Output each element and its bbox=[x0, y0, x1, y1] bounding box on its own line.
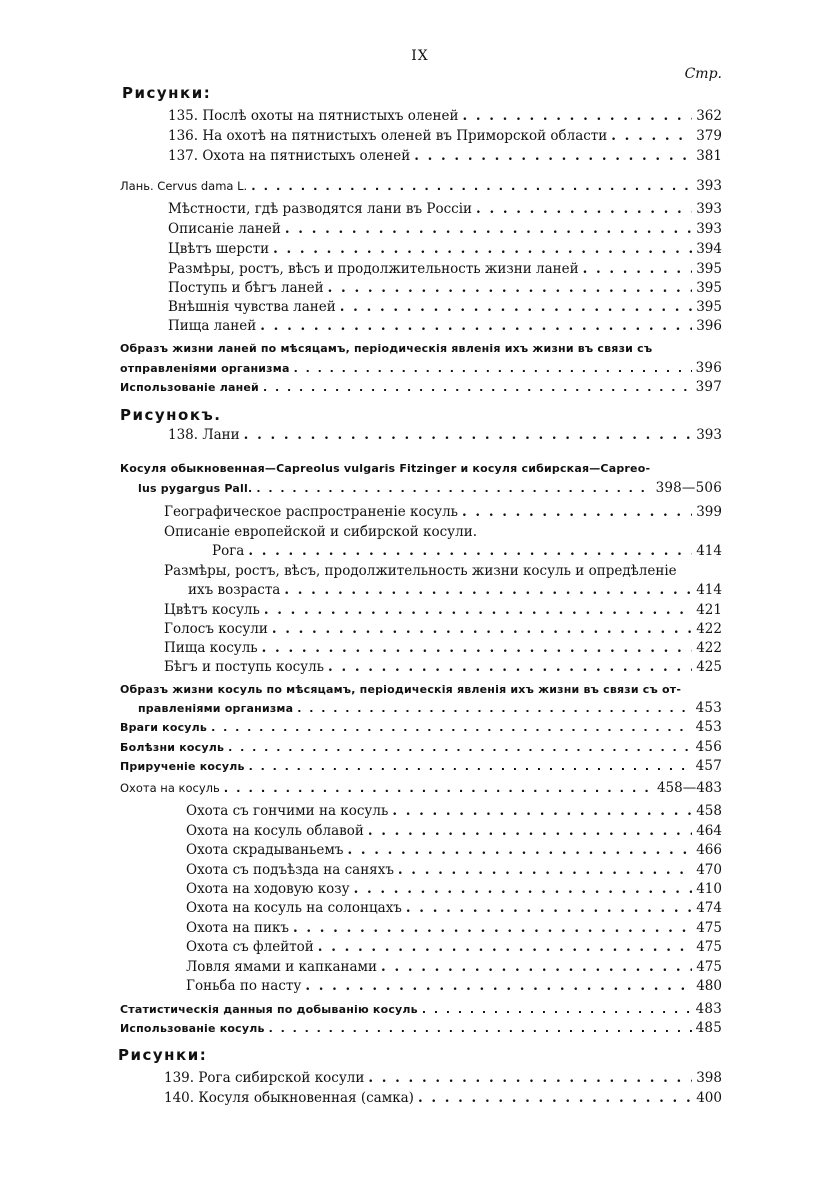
entry-title: Охота съ флейтой bbox=[186, 939, 314, 955]
entry-title: 140. Косуля обыкновенная (самка) bbox=[164, 1090, 414, 1106]
dot-leader bbox=[264, 600, 692, 620]
toc-section bbox=[120, 737, 722, 757]
dot-leader bbox=[263, 378, 692, 398]
toc-section-line: Косуля обыкновенная—Capreolus vulgaris Fitzinger и косуля сибирская—Capreo- bbox=[120, 462, 651, 475]
entry-title: правленіями организма bbox=[138, 702, 294, 715]
dot-leader bbox=[269, 1019, 692, 1039]
entry-title: Использованіе ланей bbox=[120, 381, 259, 394]
entry-title: Поступь и бѣгъ ланей bbox=[168, 280, 324, 296]
dot-leader bbox=[611, 126, 692, 146]
toc-section bbox=[120, 176, 722, 196]
toc-entry bbox=[186, 918, 722, 938]
dot-leader bbox=[228, 738, 691, 758]
dot-leader bbox=[418, 1088, 692, 1108]
toc-entry bbox=[186, 840, 722, 860]
toc-section bbox=[138, 698, 722, 718]
entry-page: 395 bbox=[696, 299, 722, 315]
entry-page: 458 bbox=[696, 803, 722, 819]
toc-entry bbox=[168, 239, 722, 259]
entry-page: 395 bbox=[696, 280, 722, 296]
entry-title: Рога bbox=[212, 543, 245, 559]
entry-title: Описаніе ланей bbox=[168, 221, 281, 237]
entry-title: 137. Охота на пятнистыхъ оленей bbox=[168, 148, 411, 164]
entry-page: 475 bbox=[696, 939, 722, 955]
dot-leader bbox=[260, 316, 692, 336]
toc-section bbox=[120, 999, 722, 1019]
entry-title: Статистическія данныя по добыванію косуль bbox=[120, 1003, 418, 1016]
dot-leader bbox=[422, 1000, 692, 1020]
dot-leader bbox=[211, 718, 692, 738]
toc-section bbox=[120, 778, 722, 798]
dot-leader bbox=[305, 976, 692, 996]
dot-leader bbox=[294, 359, 692, 379]
dot-leader bbox=[392, 801, 692, 821]
dot-leader bbox=[368, 821, 692, 841]
entry-page: 474 bbox=[696, 900, 722, 916]
entry-page: 422 bbox=[696, 621, 722, 637]
toc-entry bbox=[186, 976, 722, 996]
dot-leader bbox=[273, 239, 692, 259]
entry-page: 453 bbox=[695, 719, 722, 735]
entry-title: lus pygargus Pall. bbox=[138, 482, 253, 495]
toc-section bbox=[120, 358, 722, 378]
dot-leader bbox=[462, 502, 692, 522]
toc-section bbox=[120, 1018, 722, 1038]
dot-leader bbox=[224, 778, 653, 798]
entry-page: 393 bbox=[696, 201, 722, 217]
entry-title: Пища косуль bbox=[164, 640, 258, 656]
dot-leader bbox=[297, 699, 691, 719]
entry-title: Ловля ямами и капканами bbox=[186, 959, 378, 975]
dot-leader bbox=[328, 657, 692, 677]
dot-leader bbox=[476, 199, 692, 219]
entry-page: 397 bbox=[695, 379, 722, 395]
toc-entry bbox=[164, 638, 722, 658]
toc-entry bbox=[168, 146, 722, 166]
toc-entry bbox=[164, 619, 722, 639]
entry-page: 398—506 bbox=[655, 480, 722, 496]
dot-leader bbox=[340, 297, 692, 317]
dot-leader bbox=[347, 840, 692, 860]
toc-entry bbox=[168, 425, 722, 445]
toc-entry bbox=[168, 106, 722, 126]
dot-leader bbox=[244, 425, 693, 445]
entry-title: 136. На охотѣ на пятнистыхъ оленей въ Приморской области bbox=[168, 128, 608, 144]
toc-entry bbox=[164, 1068, 722, 1088]
toc-entry-line: Размѣры, ростъ, вѣсъ, продолжительность жизни косуль и опредѣленіе bbox=[164, 563, 677, 579]
entry-title: ихъ возраста bbox=[188, 582, 281, 598]
section-heading-figures: Рисунки: bbox=[122, 84, 212, 102]
dot-leader bbox=[462, 106, 692, 126]
dot-leader bbox=[381, 957, 692, 977]
entry-page: 483 bbox=[695, 1001, 722, 1017]
dot-leader bbox=[251, 176, 692, 196]
entry-page: 393 bbox=[696, 427, 722, 443]
entry-page: 414 bbox=[696, 582, 722, 598]
toc-section bbox=[120, 756, 722, 776]
entry-page: 399 bbox=[696, 504, 722, 520]
toc-section bbox=[120, 717, 722, 737]
toc-entry bbox=[186, 860, 722, 880]
toc-section bbox=[138, 478, 722, 498]
entry-page: 379 bbox=[696, 128, 722, 144]
section-heading-figure: Рисунокъ. bbox=[120, 406, 222, 424]
entry-title: Охота на косуль облавой bbox=[186, 823, 364, 839]
dot-leader bbox=[284, 580, 692, 600]
entry-title: отправленіями организма bbox=[120, 362, 290, 375]
entry-title: Болѣзни косуль bbox=[120, 741, 225, 754]
entry-title: 138. Лани bbox=[168, 427, 240, 443]
toc-entry bbox=[164, 1088, 722, 1108]
toc-entry bbox=[186, 898, 722, 918]
toc-entry bbox=[212, 541, 722, 561]
pages-column-label: Стр. bbox=[684, 66, 722, 82]
section-heading-figures: Рисунки: bbox=[118, 1046, 208, 1064]
toc-entry bbox=[186, 879, 722, 899]
entry-page: 480 bbox=[696, 978, 722, 994]
entry-title: 135. Послѣ охоты на пятнистыхъ оленей bbox=[168, 108, 459, 124]
dot-leader bbox=[318, 937, 692, 957]
entry-page: 396 bbox=[696, 318, 722, 334]
entry-page: 394 bbox=[696, 241, 722, 257]
entry-page: 453 bbox=[695, 700, 722, 716]
toc-entry bbox=[186, 821, 722, 841]
toc-entry bbox=[168, 219, 722, 239]
dot-leader bbox=[354, 879, 693, 899]
toc-entry bbox=[188, 580, 722, 600]
entry-page: 421 bbox=[696, 602, 722, 618]
entry-title: Гоньба по насту bbox=[186, 978, 302, 994]
entry-title: Прирученіе косуль bbox=[120, 760, 245, 773]
entry-page: 422 bbox=[696, 640, 722, 656]
entry-page: 414 bbox=[696, 543, 722, 559]
entry-page: 393 bbox=[696, 178, 722, 194]
entry-title: Бѣгъ и поступь косуль bbox=[164, 659, 325, 675]
entry-page: 410 bbox=[696, 881, 722, 897]
toc-entry bbox=[164, 657, 722, 677]
page-number: IX bbox=[411, 48, 429, 64]
dot-leader bbox=[272, 619, 692, 639]
toc-section-line: Образъ жизни косуль по мѣсяцамъ, періодическія явленія ихъ жизни въ связи съ от- bbox=[120, 683, 682, 696]
entry-title: Охота на косуль bbox=[120, 781, 220, 795]
dot-leader bbox=[285, 219, 692, 239]
toc-entry bbox=[168, 126, 722, 146]
entry-page: 425 bbox=[696, 659, 722, 675]
dot-leader bbox=[249, 757, 692, 777]
entry-page: 400 bbox=[696, 1090, 722, 1106]
dot-leader bbox=[256, 479, 651, 499]
entry-title: Враги косуль bbox=[120, 721, 208, 734]
toc-entry bbox=[186, 957, 722, 977]
entry-title: Цвѣтъ косуль bbox=[164, 602, 260, 618]
entry-page: 466 bbox=[696, 842, 722, 858]
toc-entry-line: Описаніе европейской и сибирской косули. bbox=[164, 524, 477, 540]
entry-title: Охота на пикъ bbox=[186, 920, 289, 936]
toc-entry bbox=[168, 259, 722, 279]
entry-page: 475 bbox=[696, 959, 722, 975]
entry-title: Охота скрадываньемъ bbox=[186, 842, 344, 858]
entry-title: Пища ланей bbox=[168, 318, 257, 334]
entry-page: 458—483 bbox=[656, 780, 722, 796]
entry-title: Охота на ходовую козу bbox=[186, 881, 350, 897]
entry-title: Охота на косуль на солонцахъ bbox=[186, 900, 402, 916]
dot-leader bbox=[398, 860, 692, 880]
dot-leader bbox=[414, 146, 692, 166]
entry-title: Цвѣтъ шерсти bbox=[168, 241, 270, 257]
entry-title: 139. Рога сибирской косули bbox=[164, 1070, 365, 1086]
entry-title: Мѣстности, гдѣ разводятся лани въ Россіи bbox=[168, 201, 473, 217]
dot-leader bbox=[248, 541, 692, 561]
entry-page: 470 bbox=[696, 862, 722, 878]
dot-leader bbox=[262, 638, 693, 658]
entry-page: 362 bbox=[696, 108, 722, 124]
dot-leader bbox=[328, 278, 693, 298]
entry-page: 396 bbox=[695, 360, 722, 376]
entry-title: Размѣры, ростъ, вѣсъ и продолжительность жизни ланей bbox=[168, 261, 579, 277]
toc-entry bbox=[186, 937, 722, 957]
entry-page: 475 bbox=[696, 920, 722, 936]
dot-leader bbox=[583, 259, 693, 279]
toc-entry bbox=[168, 199, 722, 219]
entry-title: Охота съ гончими на косуль bbox=[186, 803, 389, 819]
entry-page: 398 bbox=[696, 1070, 722, 1086]
toc-entry bbox=[168, 278, 722, 298]
entry-title: Использованіе косуль bbox=[120, 1022, 265, 1035]
entry-title: Внѣшнія чувства ланей bbox=[168, 299, 336, 315]
toc-entry bbox=[164, 502, 722, 522]
entry-page: 395 bbox=[696, 261, 722, 277]
entry-page: 393 bbox=[696, 221, 722, 237]
toc-entry bbox=[186, 801, 722, 821]
entry-title: Голосъ косули bbox=[164, 621, 268, 637]
dot-leader bbox=[293, 918, 692, 938]
toc-section-line: Образъ жизни ланей по мѣсяцамъ, періодическія явленія ихъ жизни въ связи съ bbox=[120, 342, 653, 355]
dot-leader bbox=[406, 898, 692, 918]
toc-entry bbox=[164, 600, 722, 620]
entry-page: 457 bbox=[695, 758, 722, 774]
entry-title: Географическое распространеніе косуль bbox=[164, 504, 459, 520]
entry-page: 464 bbox=[696, 823, 722, 839]
dot-leader bbox=[368, 1068, 692, 1088]
entry-page: 381 bbox=[696, 148, 722, 164]
entry-title: Лань. Cervus dama L. bbox=[120, 179, 248, 193]
entry-page: 456 bbox=[695, 739, 722, 755]
entry-page: 485 bbox=[695, 1020, 722, 1036]
toc-section bbox=[120, 377, 722, 397]
entry-title: Охота съ подъѣзда на саняхъ bbox=[186, 862, 394, 878]
toc-entry bbox=[168, 297, 722, 317]
toc-entry bbox=[168, 316, 722, 336]
